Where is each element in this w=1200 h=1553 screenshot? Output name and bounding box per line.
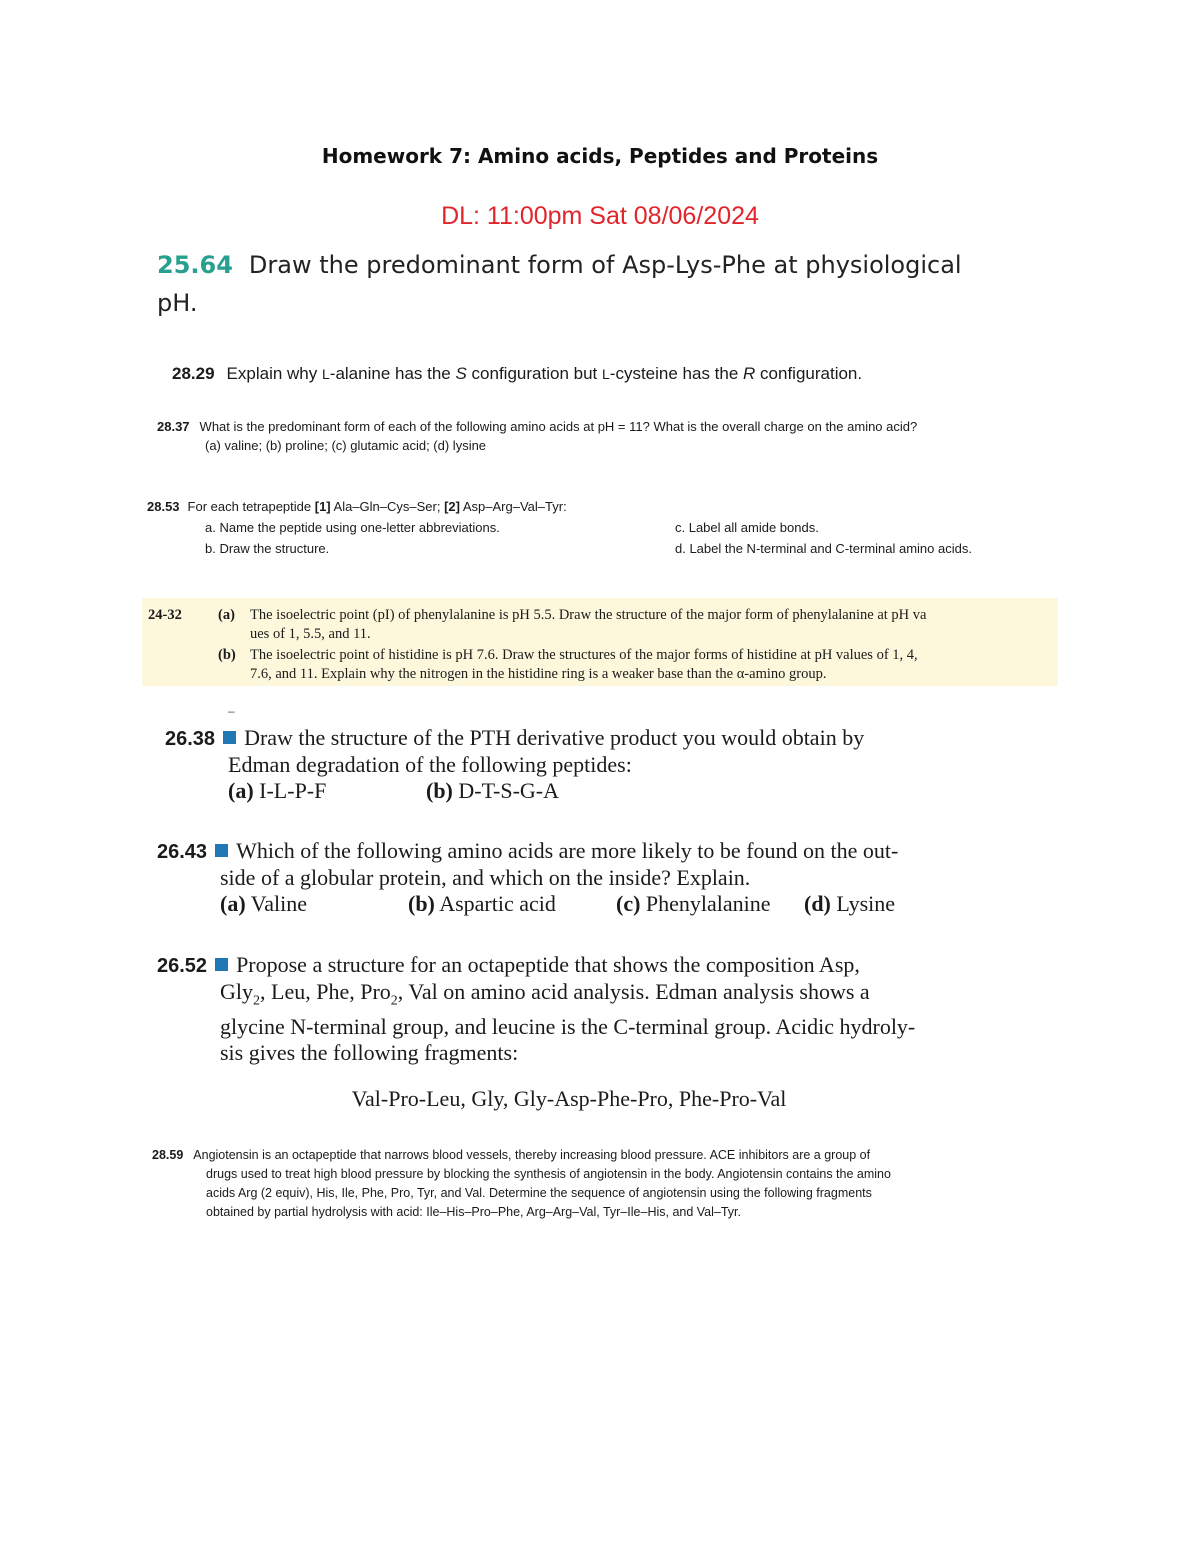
question-text: side of a globular protein, and which on the inside? Explain.	[220, 865, 751, 890]
option-a	[220, 891, 408, 917]
stereo-prefix: L	[321, 366, 330, 382]
subpart-label: (a)	[218, 607, 235, 623]
question-text: For each tetrapeptide	[187, 499, 315, 514]
question-number: 25.64	[157, 251, 233, 279]
peptide-tag: [2]	[444, 499, 460, 514]
question-text: 7.6, and 11. Explain why the nitrogen in the histidine ring is a weaker base than the α-amino group.	[250, 666, 827, 682]
question-text: Ala–Gln–Cys–Ser;	[330, 499, 445, 514]
question-text: Draw the structure of the PTH derivative product you would obtain by	[244, 725, 865, 750]
question-number: 26.43	[157, 841, 208, 863]
option-label: (b)	[426, 778, 453, 803]
question-text: acids Arg (2 equiv), His, Ile, Phe, Pro, Tyr, and Val. Determine the sequence of angiotensin using the following fragments	[206, 1186, 872, 1200]
question-number: 28.29	[172, 364, 215, 383]
question-number: 26.38	[165, 728, 216, 750]
question-text: , Leu, Phe, Pro	[260, 979, 391, 1004]
question-text: Edman degradation of the following peptides:	[228, 752, 632, 777]
question-text: configuration.	[755, 364, 863, 383]
question-number: 28.37	[157, 419, 190, 434]
option-d	[804, 891, 895, 917]
option-text: Phenylalanine	[645, 891, 771, 916]
subpart-a	[218, 606, 1056, 644]
question-28-53	[147, 496, 1087, 559]
fragment-list: Val-Pro-Leu, Gly, Gly-Asp-Phe-Pro, Phe-Pro-Val	[351, 1086, 787, 1111]
question-text: sis gives the following fragments:	[220, 1040, 519, 1066]
question-text: Angiotensin is an octapeptide that narrows blood vessels, thereby increasing blood pressure. ACE inhibitors are a group of	[193, 1148, 871, 1162]
stray-dash: –	[228, 704, 235, 718]
option-b	[426, 778, 559, 804]
question-26-38	[165, 725, 1025, 804]
question-text: Draw the predominant form of Asp-Lys-Phe at physiological	[248, 251, 962, 279]
question-text: -alanine has the	[329, 364, 456, 383]
question-28-37	[157, 417, 1117, 455]
question-text: The isoelectric point of histidine is pH 7.6. Draw the structures of the major forms of histidine at pH values of 1, 4,	[250, 647, 918, 663]
page-title: Homework 7: Amino acids, Peptides and Proteins	[321, 144, 879, 168]
question-text: glycine N-terminal group, and leucine is the C-terminal group. Acidic hydroly-	[220, 1014, 916, 1040]
subscript: 2	[390, 993, 398, 1009]
peptide-tag: [1]	[314, 499, 331, 514]
question-number: 24-32	[148, 607, 182, 623]
option-text: Valine	[250, 891, 307, 916]
subpart-d: d. Label the N-terminal and C-terminal amino acids.	[675, 541, 972, 556]
option-label: (b)	[408, 891, 435, 916]
question-number: 26.52	[157, 955, 208, 977]
stereo-prefix: L	[601, 366, 610, 382]
question-24-32	[142, 598, 1058, 686]
square-bullet-icon	[215, 844, 228, 857]
question-26-43	[157, 838, 1017, 917]
question-text: Which of the following amino acids are more likely to be found on the out-	[236, 838, 899, 863]
subpart-b: b. Draw the structure.	[205, 541, 330, 556]
question-number: 28.59	[152, 1148, 184, 1162]
question-text: Propose a structure for an octapeptide that shows the composition Asp,	[236, 952, 860, 977]
subscript: 2	[253, 993, 260, 1009]
subpart-label: (b)	[218, 647, 236, 663]
question-number: 28.53	[147, 499, 180, 514]
deadline: DL: 11:00pm Sat 08/06/2024	[441, 202, 759, 230]
question-28-29	[172, 364, 862, 384]
option-b	[408, 891, 616, 917]
question-text: pH.	[157, 289, 198, 317]
question-text: ues of 1, 5.5, and 11.	[250, 626, 371, 642]
question-text: obtained by partial hydrolysis with acid: Ile–His–Pro–Phe, Arg–Arg–Val, Tyr–Ile–His, and Val–Tyr.	[206, 1205, 742, 1219]
question-text: The isoelectric point (pI) of phenylalanine is pH 5.5. Draw the structure of the major form of phenylalanine at pH va	[250, 607, 927, 623]
option-text: I-L-P-F	[259, 778, 327, 803]
subpart-a: a. Name the peptide using one-letter abbreviations.	[205, 520, 500, 535]
config-s: S	[455, 364, 467, 383]
question-text: What is the predominant form of each of the following amino acids at pH = 11? What is the overall charge on the amino acid?	[199, 419, 918, 434]
option-label: (c)	[616, 891, 641, 916]
question-25-64	[157, 246, 1057, 322]
option-c	[616, 891, 804, 917]
option-label: (d)	[804, 891, 831, 916]
question-26-52	[157, 952, 1017, 1066]
option-a	[228, 778, 426, 804]
question-28-59	[152, 1146, 1062, 1222]
question-text: -cysteine has the	[609, 364, 744, 383]
square-bullet-icon	[223, 731, 236, 744]
question-text: Asp–Arg–Val–Tyr:	[459, 499, 567, 514]
option-label: (a)	[228, 778, 254, 803]
option-text: D-T-S-G-A	[458, 778, 560, 803]
question-options: (a) valine; (b) proline; (c) glutamic acid; (d) lysine	[205, 438, 487, 453]
question-text: , Val on amino acid analysis. Edman analysis shows a	[397, 979, 870, 1004]
subpart-c: c. Label all amide bonds.	[675, 520, 819, 535]
question-text: drugs used to treat high blood pressure by blocking the synthesis of angiotensin in the body. Angiotensin contains the amino	[206, 1167, 891, 1181]
option-text: Aspartic acid	[439, 891, 556, 916]
square-bullet-icon	[215, 958, 228, 971]
question-text: Explain why	[226, 364, 322, 383]
option-label: (a)	[220, 891, 246, 916]
question-text: Gly	[220, 979, 253, 1004]
config-r: R	[743, 364, 756, 383]
subpart-b	[218, 646, 1056, 684]
question-text: configuration but	[466, 364, 602, 383]
option-text: Lysine	[836, 891, 896, 916]
